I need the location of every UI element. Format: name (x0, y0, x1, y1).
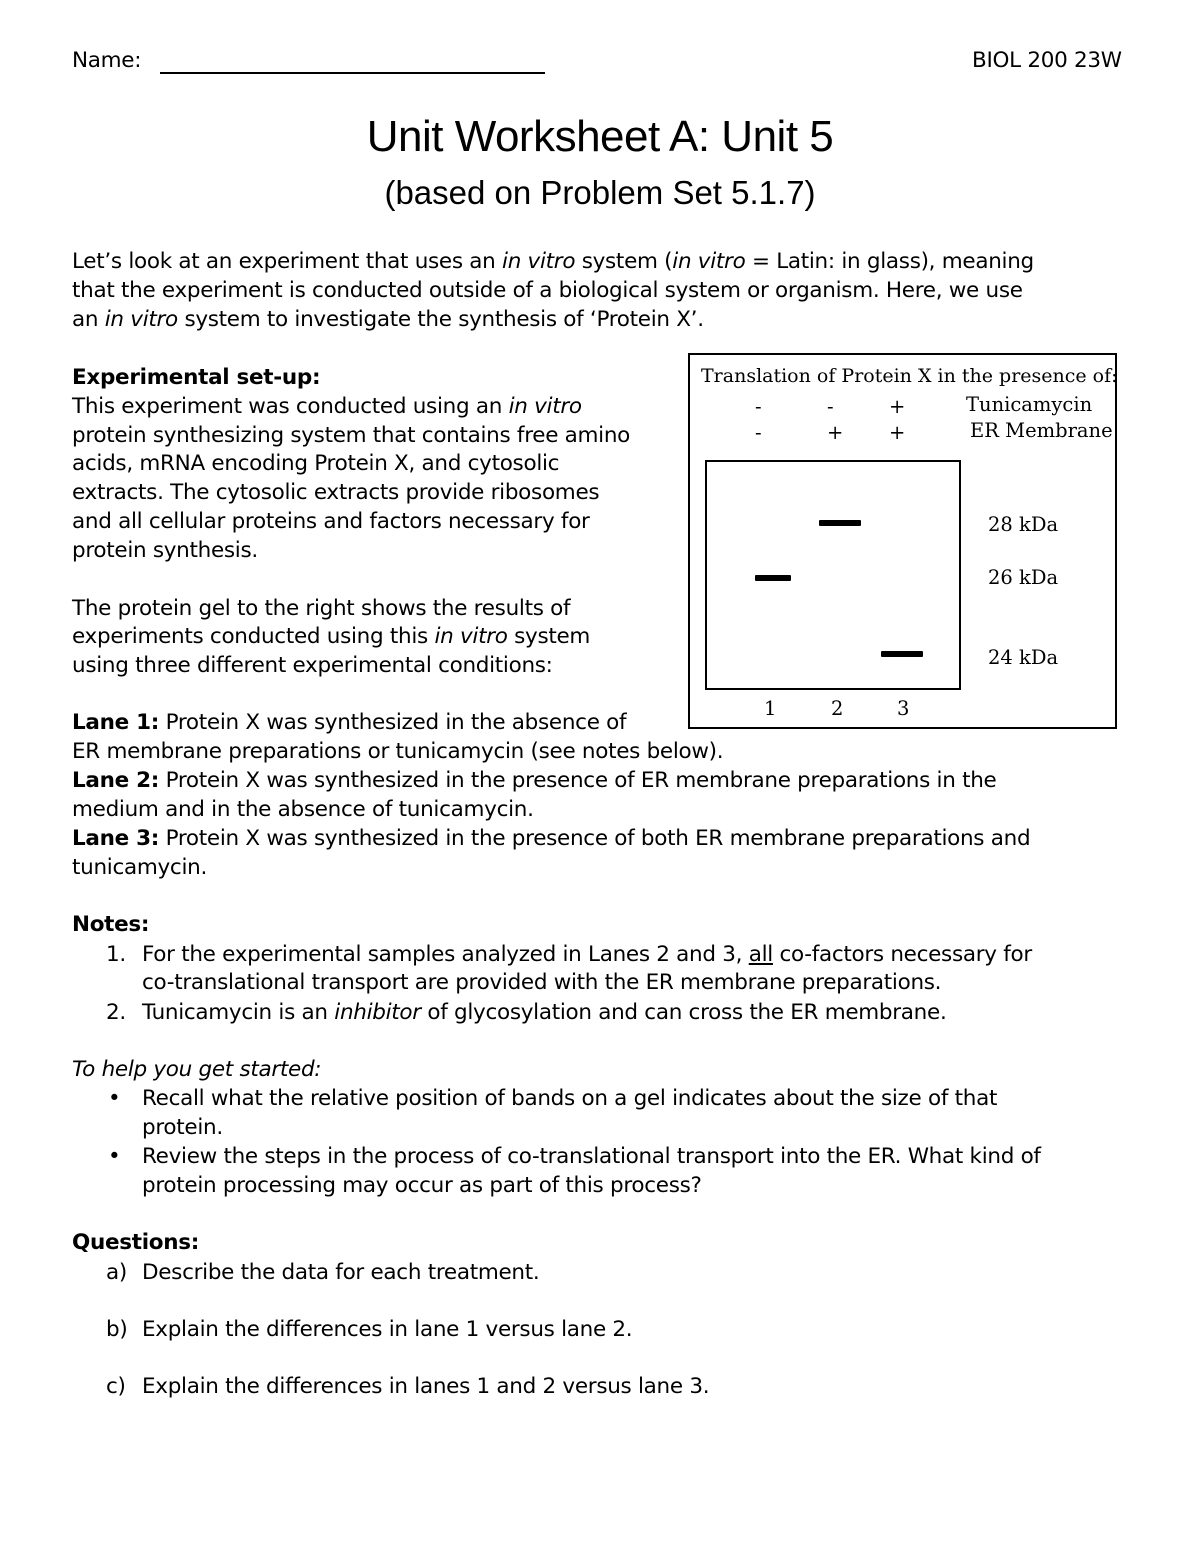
question-a-text: Describe the data for each treatment. (142, 1260, 540, 1285)
gel-band-lane2 (819, 520, 861, 526)
intro-line-2: that the experiment is conducted outside of a biological system or organism. Here, we use (72, 278, 1023, 303)
setup-p2-line-3: using three different experimental conditions: (72, 653, 553, 678)
setup-line-5: and all cellular proteins and factors necessary for (72, 509, 590, 534)
setup-line-2: protein synthesizing system that contains free amino (72, 423, 631, 448)
lane1-line-1: Lane 1: Protein X was synthesized in the absence of (72, 710, 627, 735)
lane2-line-1: Lane 2: Protein X was synthesized in the presence of ER membrane preparations in the (72, 768, 997, 793)
question-c-text: Explain the differences in lanes 1 and 2 versus lane 3. (142, 1374, 710, 1399)
gel-band-lane3 (881, 651, 923, 657)
lane-number-2: 2 (831, 697, 844, 720)
lane-number-3: 3 (897, 697, 910, 720)
gel-row2-sign-lane2: + (827, 421, 844, 444)
gel-row1-sign-lane3: + (889, 395, 906, 418)
setup-p2-line-2: experiments conducted using this in vitro system (72, 624, 591, 649)
name-label: Name: (72, 48, 142, 73)
setup-heading: Experimental set-up: (72, 365, 321, 390)
help-bullet-1-line-2: protein. (142, 1115, 223, 1140)
setup-line-6: protein synthesis. (72, 538, 258, 563)
question-b-text: Explain the differences in lane 1 versus lane 2. (142, 1317, 633, 1342)
note-1-line-1: For the experimental samples analyzed in Lanes 2 and 3, all co-factors necessary for (142, 942, 1032, 967)
course-code: BIOL 200 23W (972, 48, 1122, 73)
question-b-label: b) (106, 1317, 128, 1342)
setup-line-1: This experiment was conducted using an in vitro (72, 394, 582, 419)
setup-p2-line-1: The protein gel to the right shows the results of (72, 596, 571, 621)
marker-24kda: 24 kDa (988, 646, 1059, 669)
note-2-line: Tunicamycin is an inhibitor of glycosylation and can cross the ER membrane. (142, 1000, 947, 1025)
marker-28kda: 28 kDa (988, 513, 1059, 536)
gel-title: Translation of Protein X in the presence of: (701, 365, 1118, 387)
note-1-line-2: co-translational transport are provided with the ER membrane preparations. (142, 970, 942, 995)
help-bullet-2-line-1: Review the steps in the process of co-translational transport into the ER. What kind of (142, 1144, 1041, 1169)
help-bullet-1-line-1: Recall what the relative position of bands on a gel indicates about the size of that (142, 1086, 998, 1111)
questions-heading: Questions: (72, 1230, 200, 1255)
gel-row2-sign-lane1: - (755, 421, 762, 444)
intro-line-1: Let’s look at an experiment that uses an in vitro system (in vitro = Latin: in glass), meaning (72, 249, 1034, 274)
intro-line-3: an in vitro system to investigate the synthesis of ‘Protein X’. (72, 307, 704, 332)
setup-line-3: acids, mRNA encoding Protein X, and cytosolic (72, 451, 560, 476)
gel-band-lane1 (755, 575, 791, 581)
gel-row1-label: Tunicamycin (966, 393, 1093, 416)
lane1-line-2: ER membrane preparations or tunicamycin (see notes below). (72, 739, 724, 764)
help-bullet-2-line-2: protein processing may occur as part of this process? (142, 1173, 702, 1198)
lane-number-1: 1 (764, 697, 777, 720)
name-field-line[interactable] (160, 72, 545, 74)
marker-26kda: 26 kDa (988, 566, 1059, 589)
page-subtitle: (based on Problem Set 5.1.7) (384, 174, 816, 211)
question-c-label: c) (106, 1374, 126, 1399)
gel-row2-sign-lane3: + (889, 421, 906, 444)
lane3-line-1: Lane 3: Protein X was synthesized in the presence of both ER membrane preparations and (72, 826, 1031, 851)
bullet-icon: • (108, 1086, 121, 1111)
help-heading: To help you get started: (72, 1057, 322, 1082)
question-a-label: a) (106, 1260, 127, 1285)
notes-heading: Notes: (72, 912, 150, 937)
lane2-line-2: medium and in the absence of tunicamycin. (72, 797, 534, 822)
gel-row1-sign-lane1: - (755, 395, 762, 418)
page-title: Unit Worksheet A: Unit 5 (366, 112, 834, 161)
gel-row1-sign-lane2: - (827, 395, 834, 418)
gel-row2-label: ER Membrane (970, 419, 1113, 442)
note-2-number: 2. (106, 1000, 126, 1025)
lane3-line-2: tunicamycin. (72, 855, 207, 880)
note-1-number: 1. (106, 942, 126, 967)
bullet-icon: • (108, 1144, 121, 1169)
setup-line-4: extracts. The cytosolic extracts provide ribosomes (72, 480, 600, 505)
